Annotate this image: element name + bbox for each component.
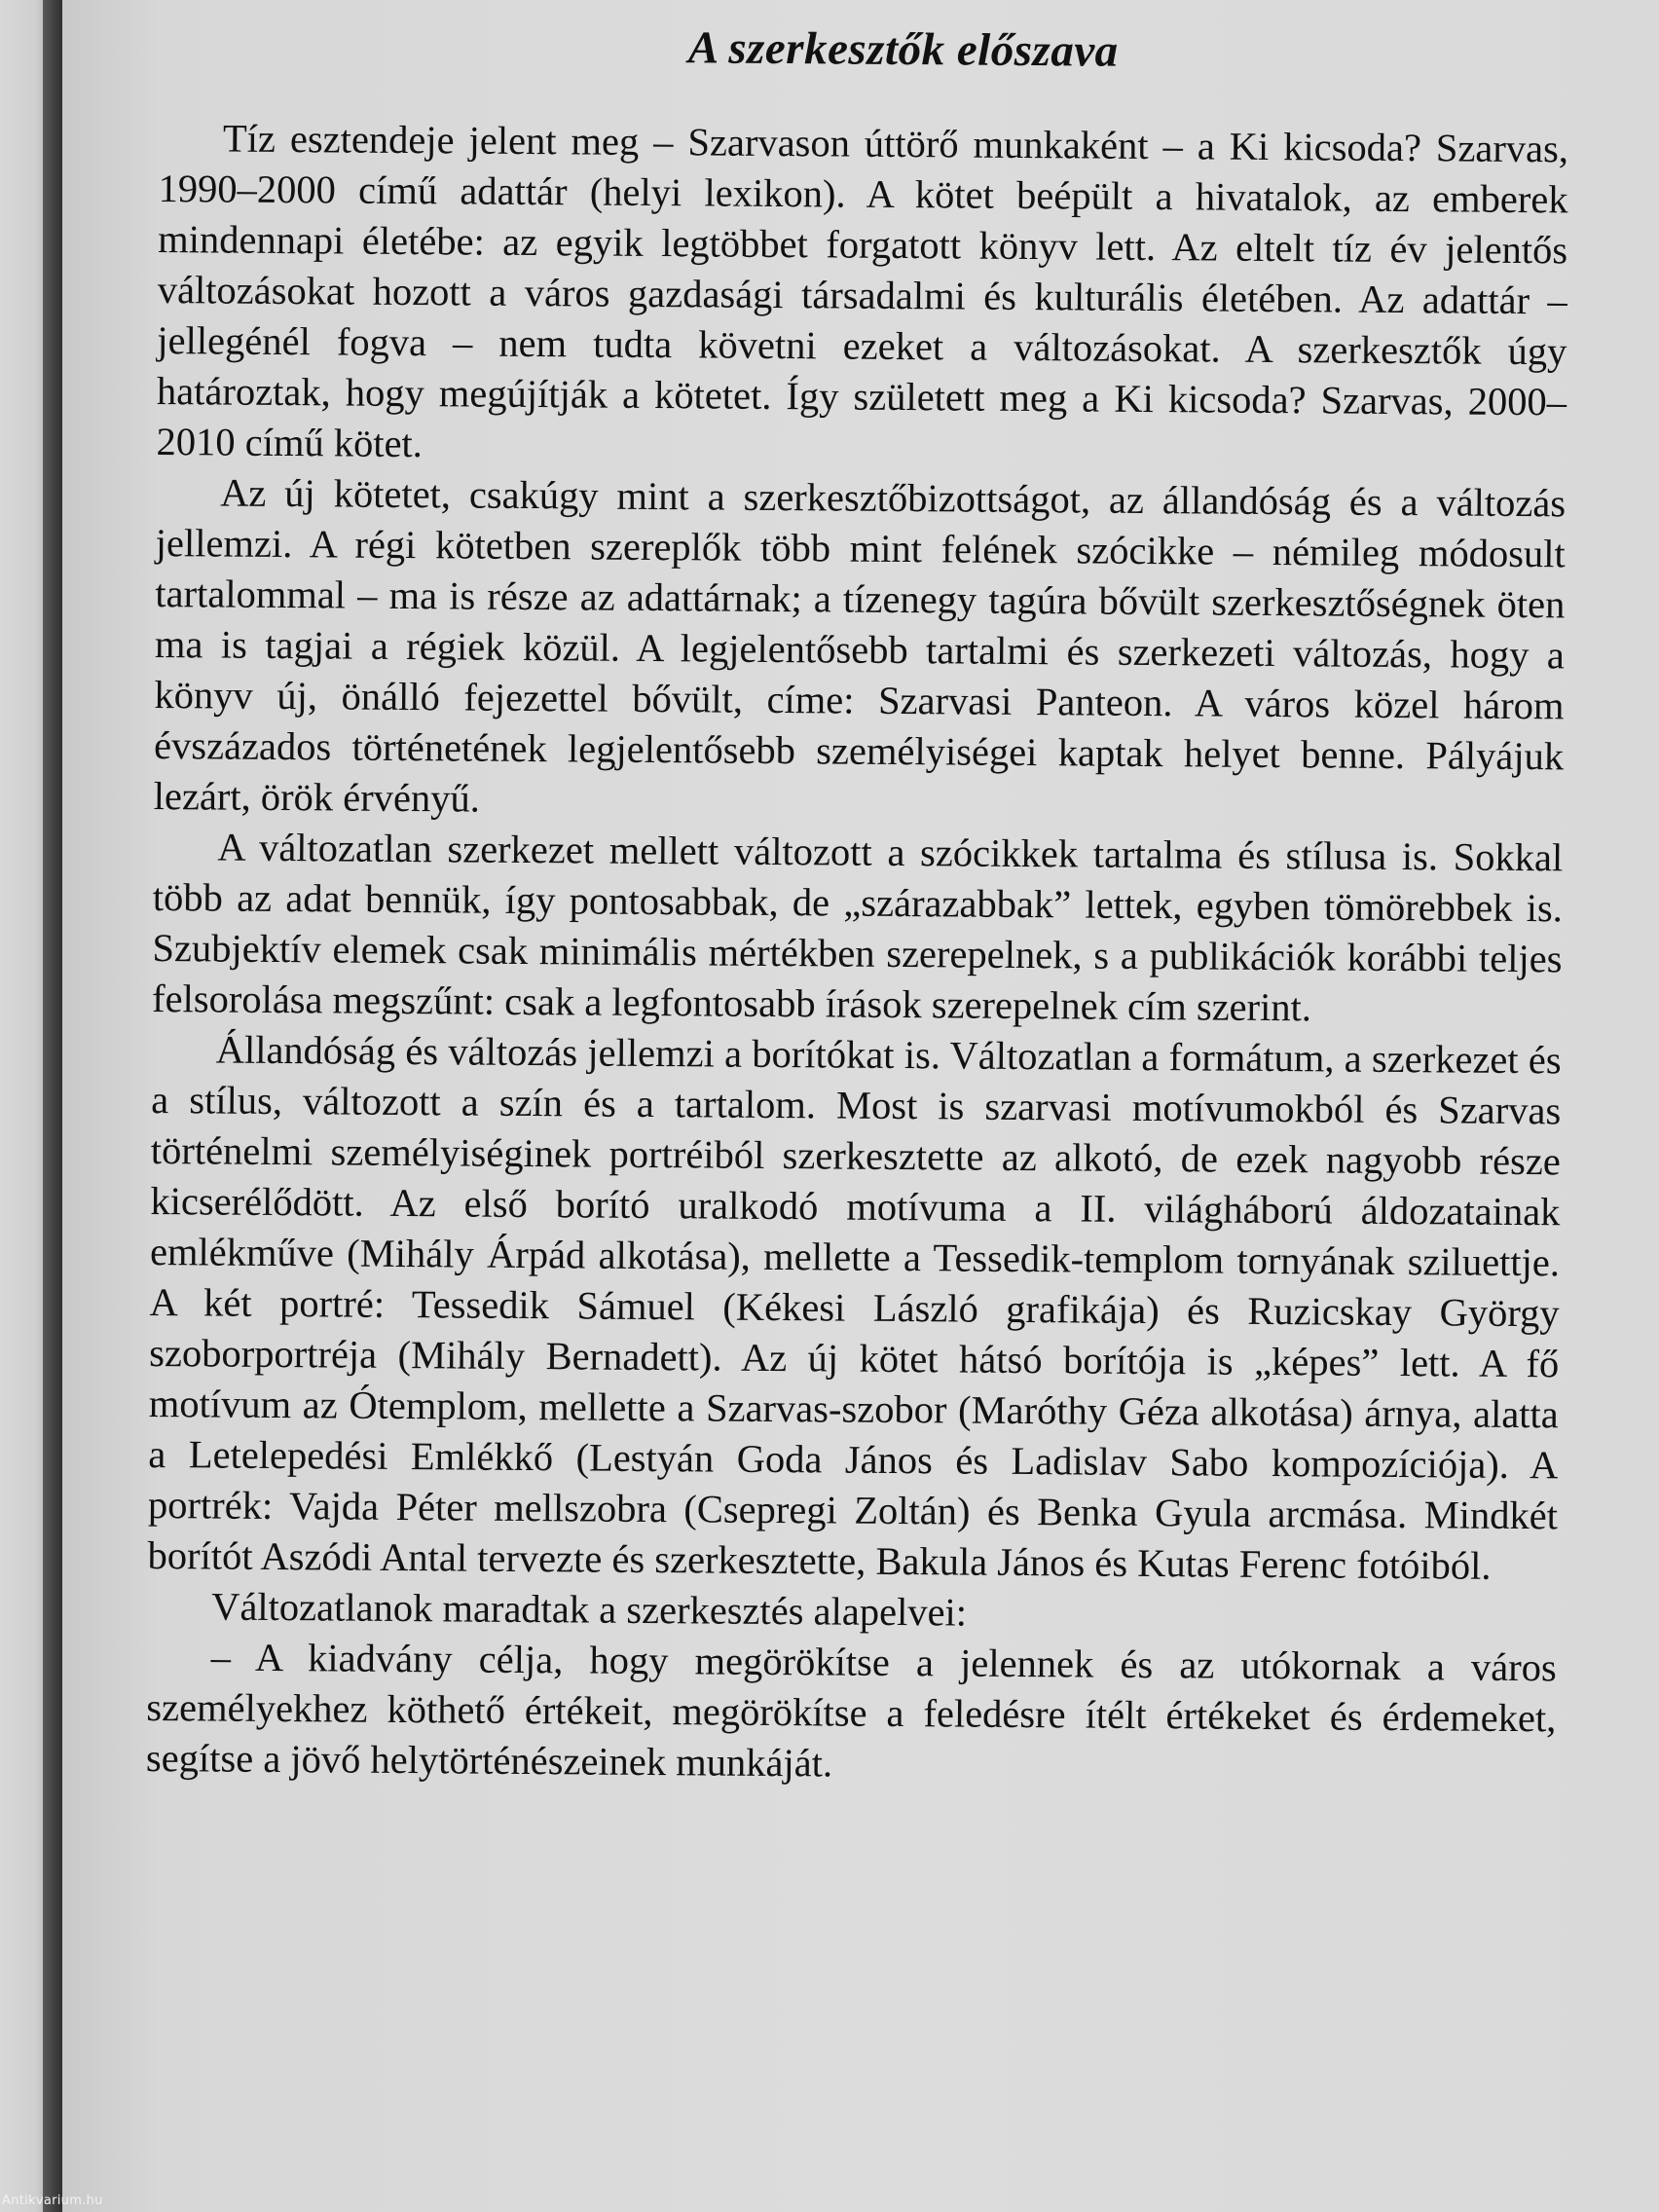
book-spine: [43, 0, 64, 2212]
paragraph-3: A változatlan szerkezet mellett változott a szócikkek tartalma és stílusa is. Sokkal több az adat bennük, így pontosabbak, de „szárazabbak” lettek, egyben tömörebbek is. Szubjektív elemek csak minimális mértékben szerepelnek, s a publikációk korábbi teljes felsorolása megszűnt: csak a legfontosabb írások szerepelnek cím szerint.: [151, 825, 1564, 1030]
paragraph-6: – A kiadvány célja, hogy megörökítse a jelennek és az utókornak a város személyekhez köthető értékeit, megörökítse a feledésre ítélt értékeket és érdemeket, segítse a jövő helytörténészeinek munkáját.: [145, 1635, 1557, 1786]
paragraph-2: Az új kötetet, csakúgy mint a szerkesztőbizottságot, az állandóság és a változás jellemzi. A régi kötetben szereplők több mint felének szócikke – némileg módosult tartalommal – ma is része az adattárnak; a tízenegy tagúra bővült szerkesztőségnek öten ma is tagjai a régiek közül. A legjelentősebb tartalmi és szerkezeti változás, hogy a könyv új, önálló fejezettel bővült, címe: Szarvasi Panteon. A város közel három évszázados történetének legjelentősebb személyiségei kaptak helyet benne. Pályájuk lezárt, örök érvényű.: [153, 470, 1567, 821]
watermark-text: Antikvarium.hu: [2, 2194, 103, 2208]
page-title: A szerkesztők előszava: [687, 22, 1119, 77]
page-content: [146, 18, 1569, 1794]
paragraph-5: Változatlanok maradtak a szerkesztés alapelvei:: [211, 1584, 968, 1635]
paragraph-1: Tíz esztendeje jelent meg – Szarvason úttörő munkaként – a Ki kicsoda? Szarvas, 1990–2000 című adattár (helyi lexikon). A kötet beépült a hivatalok, az emberek mindennapi életébe: az egyik legtöbbet forgatott könyv lett. Az eltelt tíz év jelentős változásokat hozott a város gazdasági társadalmi és kulturális életében. Az adattár – jellegénél fogva – nem tudta követni ezeket a változásokat. A szerkesztők úgy határoztak, hogy megújítják a kötetet. Így született meg a Ki kicsoda? Szarvas, 2000–2010 című kötet.: [156, 116, 1569, 466]
paragraph-4: Állandóság és változás jellemzi a borítókat is. Változatlan a formátum, a szerkezet és a stílus, változott a szín és a tartalom. Most is szarvasi motívumokból és Szarvas történelmi személyiséginek portréiból szerkesztette az alkotó, de ezek nagyobb része kicserélődött. Az első borító uralkodó motívuma a II. világháború áldozatainak emlékműve (Mihály Árpád alkotása), mellette a Tessedik-templom tornyának sziluettje. A két portré: Tessedik Sámuel (Kékesi László grafikája) és Ruzicskay György szoborportréja (Mihály Bernadett). Az új kötet hátsó borítója is „képes” lett. A fő motívum az Ótemplom, mellette a Szarvas-szobor (Maróthy Géza alkotása) árnya, alatta a Letelepedési Emlékkő (Lestyán Goda János és Ladislav Sabo kompozíciója). A portrék: Vajda Péter mellszobra (Csepregi Zoltán) és Benka Gyula arcmása. Mindkét borítót Aszódi Antal tervezte és szerkesztette, Bakula János és Kutas Ferenc fotóiból.: [147, 1027, 1562, 1588]
